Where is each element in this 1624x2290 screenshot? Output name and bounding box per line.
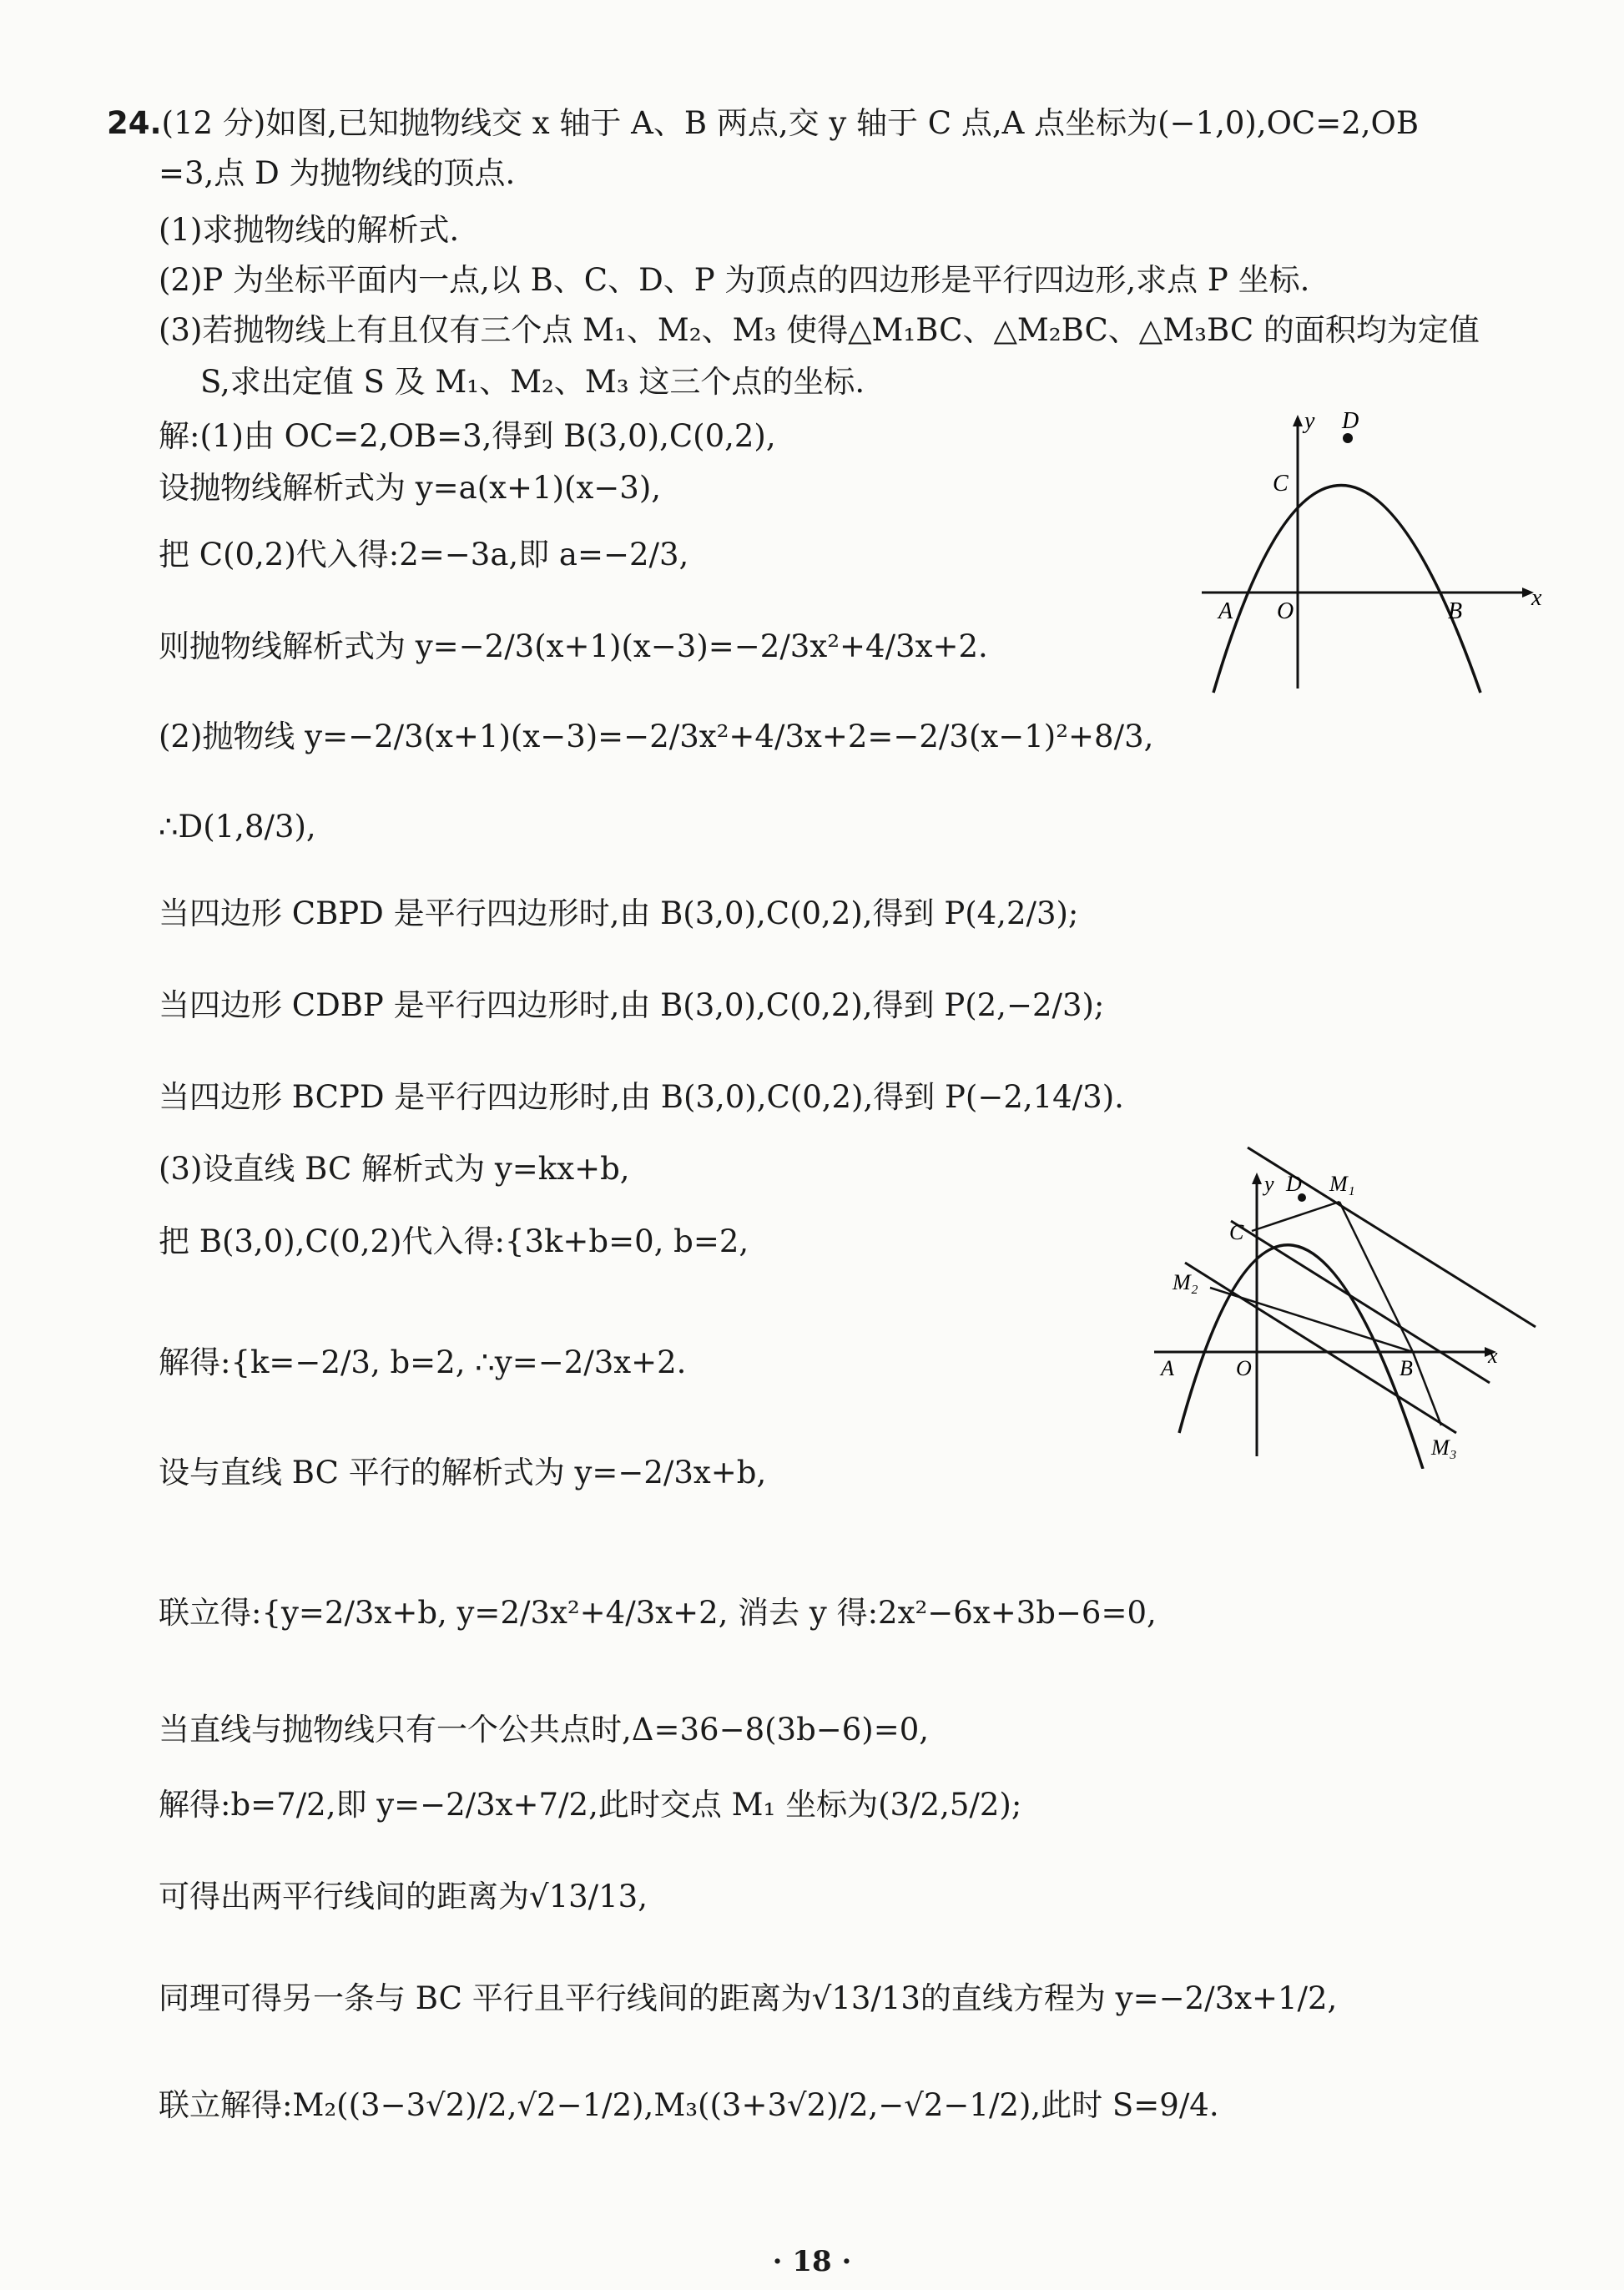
question-text: (12 分)如图,已知抛物线交 x 轴于 A、B 两点,交 y 轴于 C 点,A 点坐标为(−1,0),OC=2,OB	[161, 105, 1420, 141]
figure1-label-D: D	[1342, 408, 1359, 434]
figure1-label-x: x	[1531, 585, 1542, 611]
figure2-label-M2: M₂	[1173, 1270, 1198, 1294]
solution-line: 把 C(0,2)代入得:2=−3a,即 a=−2/3,	[159, 537, 689, 572]
solution-line: 解得:{k=−2/3, b=2, ∴y=−2/3x+2.	[159, 1344, 687, 1380]
solution-line: 当四边形 BCPD 是平行四边形时,由 B(3,0),C(0,2),得到 P(−2,14/3).	[159, 1079, 1124, 1115]
figure1-label-O: O	[1277, 598, 1294, 624]
solution-line: 联立解得:M₂((3−3√2)/2,√2−1/2),M₃((3+3√2)/2,−√2−1/2),此时 S=9/4.	[159, 2087, 1219, 2123]
page-number: · 18 ·	[772, 2245, 852, 2278]
question-part-3a: (3)若抛物线上有且仅有三个点 M₁、M₂、M₃ 使得△M₁BC、△M₂BC、△M₃BC 的面积均为定值	[159, 312, 1480, 348]
solution-line: 把 B(3,0),C(0,2)代入得:{3k+b=0, b=2,	[159, 1223, 749, 1259]
solution-line: 联立得:{y=2/3x+b, y=2/3x²+4/3x+2, 消去 y 得:2x²−6x+3b−6=0,	[159, 1595, 1157, 1631]
solution-line: 当四边形 CDBP 是平行四边形时,由 B(3,0),C(0,2),得到 P(2,−2/3);	[159, 987, 1105, 1023]
solution-line: 解得:b=7/2,即 y=−2/3x+7/2,此时交点 M₁ 坐标为(3/2,5/2);	[159, 1787, 1022, 1823]
question-part-1: (1)求抛物线的解析式.	[159, 212, 460, 248]
question-number: 24.	[107, 105, 162, 141]
figure2-label-D: D	[1286, 1172, 1302, 1196]
solution-line: 设抛物线解析式为 y=a(x+1)(x−3),	[159, 470, 662, 506]
question-line-2: =3,点 D 为抛物线的顶点.	[159, 155, 516, 191]
figure1-label-A: A	[1218, 598, 1233, 624]
question-part-2: (2)P 为坐标平面内一点,以 B、C、D、P 为顶点的四边形是平行四边形,求点 P 坐标.	[159, 262, 1310, 298]
figure2-label-y: y	[1264, 1172, 1274, 1196]
solution-line: ∴D(1,8/3),	[159, 809, 316, 845]
figure2-label-M1: M₁	[1329, 1172, 1355, 1196]
figure2-label-A: A	[1161, 1356, 1174, 1380]
figure2-label-B: B	[1400, 1356, 1413, 1380]
figure1-label-C: C	[1273, 471, 1289, 497]
question-line-1	[107, 104, 1419, 143]
figure2-label-M3: M₃	[1431, 1435, 1457, 1460]
solution-line: 则抛物线解析式为 y=−2/3(x+1)(x−3)=−2/3x²+4/3x+2.	[159, 628, 988, 664]
solution-line: 同理可得另一条与 BC 平行且平行线间的距离为√13/13的直线方程为 y=−2/3x+1/2,	[159, 1980, 1338, 2016]
figure-parallel-lines	[1147, 1139, 1544, 1469]
solution-line: 可得出两平行线间的距离为√13/13,	[159, 1879, 648, 1914]
figure1-label-B: B	[1448, 598, 1463, 624]
solution-line: 设与直线 BC 平行的解析式为 y=−2/3x+b,	[159, 1455, 767, 1491]
solution-line: 解:(1)由 OC=2,OB=3,得到 B(3,0),C(0,2),	[159, 418, 776, 454]
figure1-label-y: y	[1304, 408, 1315, 434]
figure2-label-O: O	[1236, 1356, 1252, 1380]
figure2-label-x: x	[1488, 1344, 1498, 1368]
solution-line: 当直线与抛物线只有一个公共点时,Δ=36−8(3b−6)=0,	[159, 1712, 930, 1748]
solution-line: (2)抛物线 y=−2/3(x+1)(x−3)=−2/3x²+4/3x+2=−2/3(x−1)²+8/3,	[159, 719, 1154, 754]
figure-parabola	[1185, 405, 1552, 697]
solution-line: (3)设直线 BC 解析式为 y=kx+b,	[159, 1151, 630, 1187]
figure2-label-C: C	[1229, 1220, 1244, 1244]
solution-line: 当四边形 CBPD 是平行四边形时,由 B(3,0),C(0,2),得到 P(4,2/3);	[159, 895, 1079, 931]
question-part-3b: S,求出定值 S 及 M₁、M₂、M₃ 这三个点的坐标.	[200, 364, 865, 400]
